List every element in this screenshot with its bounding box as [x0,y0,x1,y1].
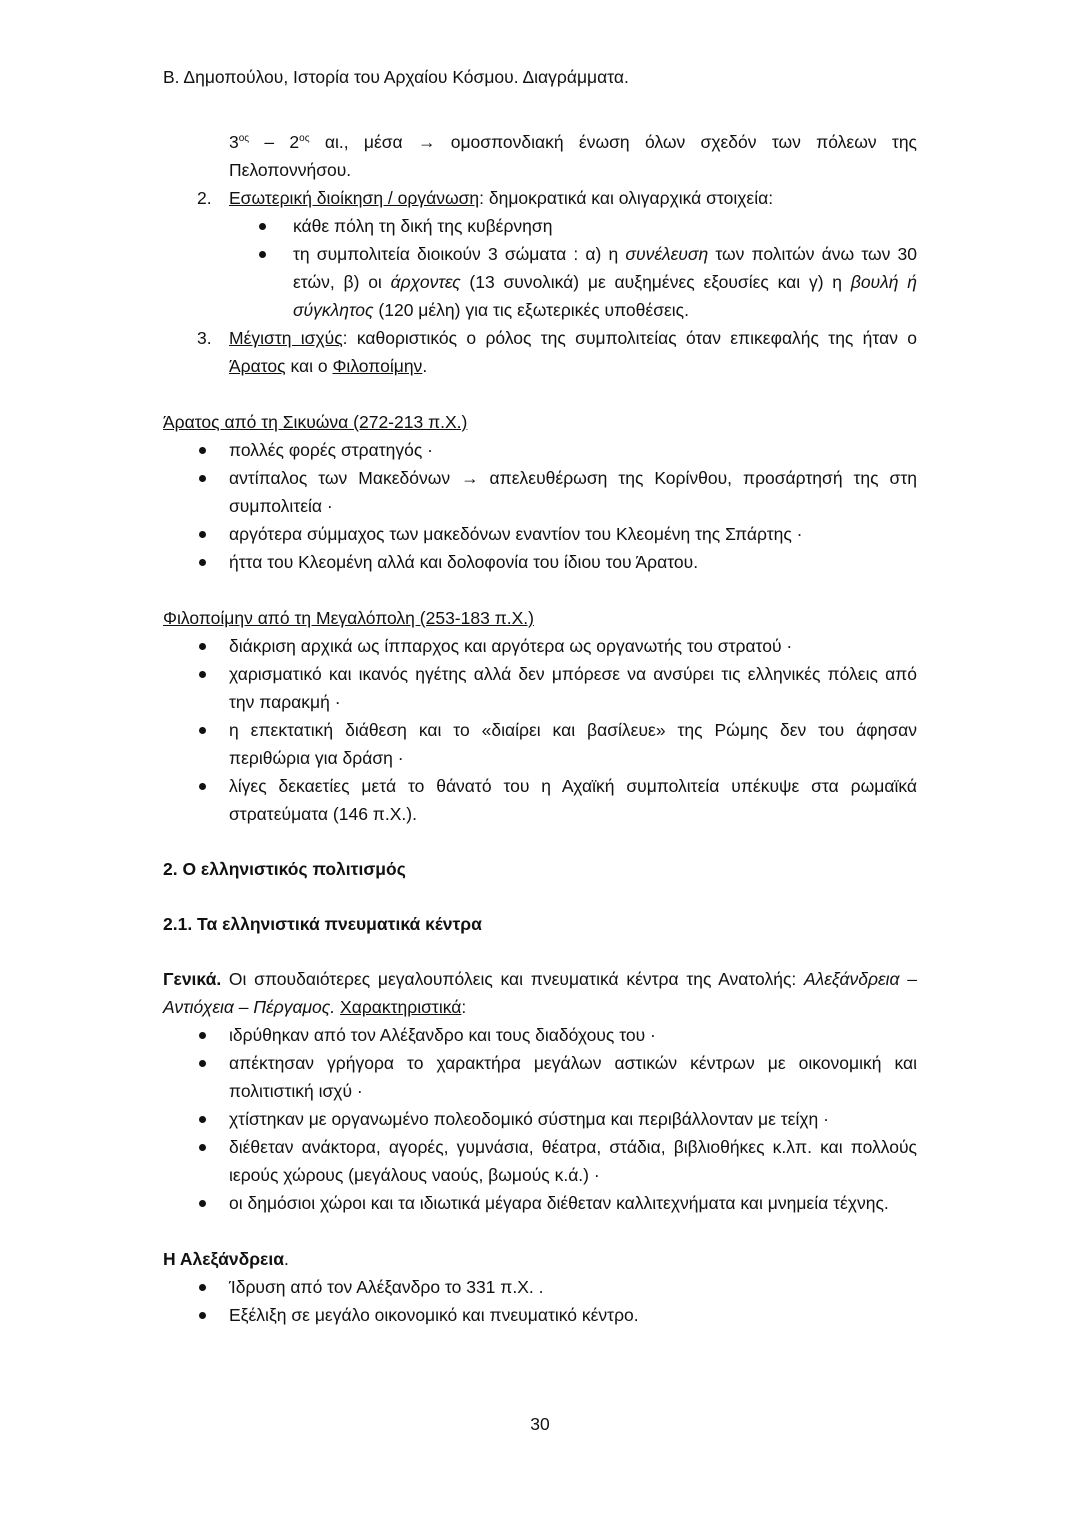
list-item-text: χαρισματικό και ικανός ηγέτης αλλά δεν μπόρεσε να ανσύρει τις ελληνικές πόλεις από την παρακμή · [229,664,917,712]
item-number: 2. [197,188,212,208]
bullet-icon [163,660,229,716]
list-item-text: χτίστηκαν με οργανωμένο πολεοδομικό σύστημα και περιβάλλονταν με τείχη · [229,1109,829,1129]
list-item [163,632,917,660]
aratos-list [163,436,917,576]
bullet-icon [163,464,229,520]
list-item-text: λίγες δεκαετίες μετά το θάνατό του η Αχαϊκή συμπολιτεία υπέκυψε στα ρωμαϊκά στρατεύματα (146 π.Χ.). [229,776,917,824]
list-item-text: η επεκτατική διάθεση και το «διαίρει και βασίλευε» της Ρώμης δεν του άφησαν περιθώρια για δράση · [229,720,917,768]
philopoimen-heading: Φιλοποίμην από τη Μεγαλόπολη (253-183 π.Χ.) [163,608,534,628]
item-heading: Μέγιστη ισχύς [229,328,343,348]
sub-bullet: κάθε πόλη τη δική της κυβέρνηση [163,212,917,240]
list-item-text: οι δημόσιοι χώροι και τα ιδιωτικά μέγαρα διέθεταν καλλιτεχνήματα και μνημεία τέχνης. [229,1193,889,1213]
list-item-3: 3. Μέγιστη ισχύς: καθοριστικός ο ρόλος της συμπολιτείας όταν επικεφαλής της ήταν ο Άρατος και ο Φιλοποίμην. [163,324,917,380]
bullet-icon [229,212,293,240]
bullet-icon [163,520,229,548]
list-item-2: 2. Εσωτερική διοίκηση / οργάνωση: δημοκρατικά και ολιγαρχικά στοιχεία: [163,184,917,212]
bullet-icon [163,1105,229,1133]
bullet-icon [163,1049,229,1105]
bullet-icon [163,772,229,828]
list-item-text: ιδρύθηκαν από τον Αλέξανδρο και τους διαδόχους του · [229,1025,656,1045]
list-item [163,772,917,828]
list-item-text: απέκτησαν γρήγορα το χαρακτήρα μεγάλων αστικών κέντρων με οικονομική και πολιτιστική ισχύ · [229,1053,917,1101]
list-item-text: Ίδρυση από τον Αλέξανδρο το 331 π.Χ. . [229,1277,544,1297]
bullet-icon [163,1021,229,1049]
list-item [163,464,917,520]
bullet-icon [163,1189,229,1217]
subsection-heading: 2.1. Τα ελληνιστικά πνευματικά κέντρα [163,914,482,934]
list-item [163,1021,917,1049]
features-list [163,1021,917,1217]
list-item [163,1301,917,1329]
list-item-text: διέθεταν ανάκτορα, αγορές, γυμνάσια, θέατρα, στάδια, βιβλιοθήκες κ.λπ. και πολλούς ιερούς χώρους (μεγάλους ναούς, βωμούς κ.ά.) · [229,1137,917,1185]
bullet-icon [163,1273,229,1301]
section-heading: 2. Ο ελληνιστικός πολιτισμός [163,859,406,879]
list-item-text: πολλές φορές στρατηγός · [229,440,433,460]
bullet-icon [163,548,229,576]
list-item-text: ήττα του Κλεομένη αλλά και δολοφονία του ίδιου του Άρατου. [229,552,699,572]
bullet-icon [163,632,229,660]
list-item [163,1049,917,1105]
item-heading: Εσωτερική διοίκηση / οργάνωση [229,188,480,208]
page-number: 30 [530,1414,550,1434]
list-item-text: αργότερα σύμμαχος των μακεδόνων εναντίον του Κλεομένη της Σπάρτης · [229,524,803,544]
list-item [163,1189,917,1217]
bullet-icon [163,716,229,772]
bullet-icon [163,1301,229,1329]
list-item [163,1105,917,1133]
item-number: 3. [197,328,212,348]
list-item-text: διάκριση αρχικά ως ίππαρχος και αργότερα ως οργανωτής του στρατού · [229,636,793,656]
general-paragraph: Γενικά. Οι σπουδαιότερες μεγαλουπόλεις και πνευματικά κέντρα της Ανατολής: Αλεξάνδρεια – Αντιόχεια – Πέργαμος. Χαρακτηριστικά: [163,969,917,1017]
bullet-icon [229,240,293,324]
page-body [163,128,917,1329]
bullet-icon [163,1133,229,1189]
list-item [163,1273,917,1301]
alexandria-heading: Η Αλεξάνδρεια. [163,1249,289,1269]
list-item [163,716,917,772]
superscript: ος [299,133,310,144]
list-item [163,436,917,464]
list-item-text: αντίπαλος των Μακεδόνων → απελευθέρωση της Κορίνθου, προσάρτησή της στη συμπολιτεία · [229,468,917,516]
item1-continuation: $3^{o\varsigma} - 2^{o\varsigma}$ αι., μέσα → ομοσπονδιακή ένωση όλων σχεδόν των πόλεων της Πελοποννήσου. [229,132,917,180]
aratos-heading: Άρατος από τη Σικυώνα (272-213 π.Χ.) [163,412,468,432]
sub-bullet: τη συμπολιτεία διοικούν 3 σώματα : α) η συνέλευση των πολιτών άνω των 30 ετών, β) οι άρχοντες (13 συνολικά) με αυξημένες εξουσίες και γ) η βουλή ή σύγκλητος (120 μέλη) για τις εξωτερικές υποθέσεις. [163,240,917,324]
list-item-text: Εξέλιξη σε μεγάλο οικονομικό και πνευματικό κέντρο. [229,1305,639,1325]
list-item [163,548,917,576]
philopoimen-list [163,632,917,828]
alexandria-list [163,1273,917,1329]
list-item [163,520,917,548]
list-item [163,660,917,716]
list-item [163,1133,917,1189]
bullet-icon [163,436,229,464]
running-header: Β. Δημοπούλου, Ιστορία του Αρχαίου Κόσμου. Διαγράμματα. [163,67,629,87]
superscript: ος [238,133,250,144]
